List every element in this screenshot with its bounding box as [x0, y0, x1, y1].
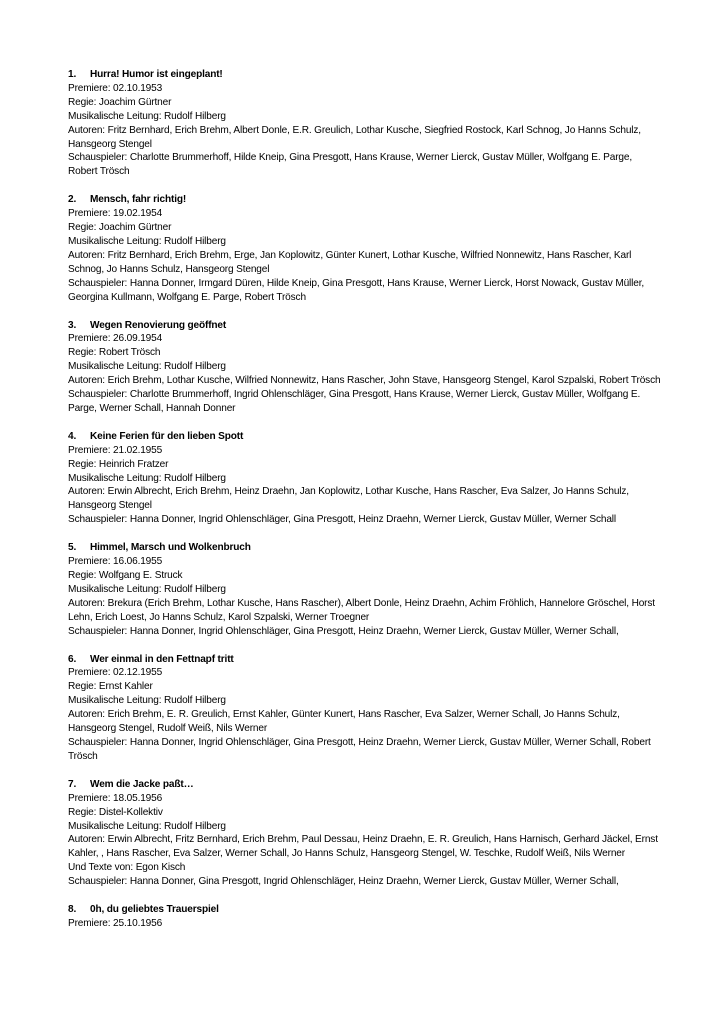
entry-number: 1.	[68, 69, 77, 80]
program-entry	[68, 193, 664, 304]
entry-title-text: Wem die Jacke paßt…	[90, 778, 194, 790]
program-entry	[68, 319, 664, 416]
program-entry	[68, 903, 664, 931]
entry-title-text: Wer einmal in den Fettnapf tritt	[90, 653, 234, 665]
entry-detail-line: Musikalische Leitung: Rudolf Hilberg	[68, 472, 226, 484]
entry-detail-line: Premiere: 21.02.1955	[68, 444, 163, 456]
entry-number: 2.	[68, 194, 77, 206]
entry-detail-line: Autoren: Fritz Bernhard, Erich Brehm, Erge, Jan Koplowitz, Günter Kunert, Lothar Kusche, Wilfried Nonnewitz, Hans Rascher, Karl Schnog, Jo Hanns Schulz, Hansgeorg Stengel	[68, 249, 632, 275]
entry-detail-line: Regie: Ernst Kahler	[68, 681, 153, 693]
entry-detail-line: Regie: Robert Trösch	[68, 347, 161, 359]
entry-detail-line: Premiere: 19.02.1954	[68, 208, 163, 220]
entry-detail-line: Premiere: 26.09.1954	[68, 333, 163, 345]
entry-title	[68, 319, 664, 333]
entry-title	[68, 903, 664, 917]
program-entry	[68, 541, 664, 638]
entry-number: 3.	[68, 319, 77, 331]
entry-detail-line: Schauspieler: Charlotte Brummerhoff, Ingrid Ohlenschläger, Gina Presgott, Hans Krause, Werner Lierck, Gustav Müller, Wolfgang E. Parge, Werner Schall, Hannah Donner	[68, 389, 641, 414]
entry-detail-line: Premiere: 18.05.1956	[68, 792, 163, 804]
entry-detail-line: Und Texte von: Egon Kisch	[68, 862, 186, 874]
entry-title-text: Hurra! Humor ist eingeplant!	[90, 69, 223, 80]
entry-detail-line: Premiere: 02.10.1953	[68, 82, 163, 94]
document-page	[68, 68, 664, 945]
entry-detail-line: Premiere: 25.10.1956	[68, 917, 163, 929]
entry-number: 5.	[68, 542, 77, 554]
program-entry	[68, 68, 664, 179]
entry-detail-line: Regie: Joachim Gürtner	[68, 222, 172, 234]
entry-detail-line: Schauspieler: Hanna Donner, Irmgard Düren, Hilde Kneip, Gina Presgott, Hans Krause, Werner Lierck, Horst Nowack, Gustav Müller, Georgina Kullmann, Wolfgang E. Parge, Robert Trösch	[68, 277, 644, 303]
entry-detail-line: Schauspieler: Charlotte Brummerhoff, Hilde Kneip, Gina Presgott, Hans Krause, Werner Lierck, Gustav Müller, Wolfgang E. Parge, Robert Trösch	[68, 152, 633, 178]
entry-detail-line: Schauspieler: Hanna Donner, Ingrid Ohlenschläger, Gina Presgott, Heinz Draehn, Werner Lierck, Gustav Müller, Werner Schall, Robert Trösch	[68, 736, 651, 762]
entry-detail-line: Premiere: 02.12.1955	[68, 667, 163, 679]
entry-detail-line: Premiere: 16.06.1955	[68, 556, 163, 568]
entry-number: 6.	[68, 653, 77, 665]
entry-detail-line: Autoren: Erich Brehm, E. R. Greulich, Ernst Kahler, Günter Kunert, Hans Rascher, Eva Salzer, Werner Schall, Jo Hanns Schulz, Hansgeorg Stengel, Rudolf Weiß, Nils Werner	[68, 709, 620, 735]
entry-title-text: Keine Ferien für den lieben Spott	[90, 430, 244, 442]
entry-detail-line: Autoren: Erwin Albrecht, Erich Brehm, Heinz Draehn, Jan Koplowitz, Lothar Kusche, Hans Rascher, Eva Salzer, Jo Hanns Schulz, Hansgeorg Stengel	[68, 486, 629, 512]
program-entry	[68, 778, 664, 889]
entry-number: 7.	[68, 778, 77, 790]
entry-detail-line: Musikalische Leitung: Rudolf Hilberg	[68, 110, 226, 122]
entry-title	[68, 430, 664, 444]
entry-title	[68, 778, 664, 792]
entry-detail-line: Musikalische Leitung: Rudolf Hilberg	[68, 583, 226, 595]
entry-title-text: Wegen Renovierung geöffnet	[90, 319, 227, 331]
entry-detail-line: Schauspieler: Hanna Donner, Ingrid Ohlenschläger, Gina Presgott, Heinz Draehn, Werner Lierck, Gustav Müller, Werner Schall,	[68, 625, 619, 637]
entry-detail-line: Schauspieler: Hanna Donner, Ingrid Ohlenschläger, Gina Presgott, Heinz Draehn, Werner Lierck, Gustav Müller, Werner Schall	[68, 514, 616, 526]
entry-number: 8.	[68, 904, 77, 916]
entry-detail-line: Regie: Distel-Kollektiv	[68, 806, 163, 818]
entry-title-text: Mensch, fahr richtig!	[90, 194, 187, 206]
entry-detail-line: Regie: Wolfgang E. Struck	[68, 570, 183, 581]
entry-detail-line: Autoren: Fritz Bernhard, Erich Brehm, Albert Donle, E.R. Greulich, Lothar Kusche, Siegfried Rostock, Karl Schnog, Jo Hanns Schulz, Hansgeorg Stengel	[68, 124, 641, 150]
entry-title	[68, 541, 664, 555]
entry-detail-line: Autoren: Brekura (Erich Brehm, Lothar Kusche, Hans Rascher), Albert Donle, Heinz Draehn, Achim Fröhlich, Hannelore Gröschel, Horst Lehn, Erich Loest, Jo Hanns Schulz, Karol Szpalski, Werner Troegner	[68, 597, 655, 623]
entry-detail-line: Schauspieler: Hanna Donner, Gina Presgott, Ingrid Ohlenschläger, Heinz Draehn, Werner Lierck, Gustav Müller, Werner Schall,	[68, 876, 619, 888]
entry-detail-line: Autoren: Erich Brehm, Lothar Kusche, Wilfried Nonnewitz, Hans Rascher, John Stave, Hansgeorg Stengel, Karol Szpalski, Robert Trösch	[68, 375, 661, 387]
entry-detail-line: Musikalische Leitung: Rudolf Hilberg	[68, 695, 226, 707]
entry-detail-line: Regie: Heinrich Fratzer	[68, 458, 169, 470]
entry-detail-line: Regie: Joachim Gürtner	[68, 96, 172, 108]
entry-detail-line: Musikalische Leitung: Rudolf Hilberg	[68, 235, 226, 247]
entry-title-text: Himmel, Marsch und Wolkenbruch	[90, 542, 251, 554]
entry-number: 4.	[68, 430, 77, 442]
program-entry	[68, 653, 664, 764]
entry-detail-line: Autoren: Erwin Albrecht, Fritz Bernhard, Erich Brehm, Paul Dessau, Heinz Draehn, E. R. Greulich, Hans Harnisch, Gerhard Jäckel, Ernst Kahler, , Hans Rascher, Eva Salzer, Werner Schall, Jo Hanns Schulz, Hansgeorg Stengel, W. Teschke, Rudolf Weiß, Nils Werner	[68, 834, 658, 860]
entry-title	[68, 68, 664, 82]
entry-title	[68, 653, 664, 667]
entry-title-text: 0h, du geliebtes Trauerspiel	[90, 904, 219, 916]
program-entry	[68, 430, 664, 527]
entry-detail-line: Musikalische Leitung: Rudolf Hilberg	[68, 820, 226, 832]
entry-title	[68, 193, 664, 207]
entry-detail-line: Musikalische Leitung: Rudolf Hilberg	[68, 361, 226, 373]
